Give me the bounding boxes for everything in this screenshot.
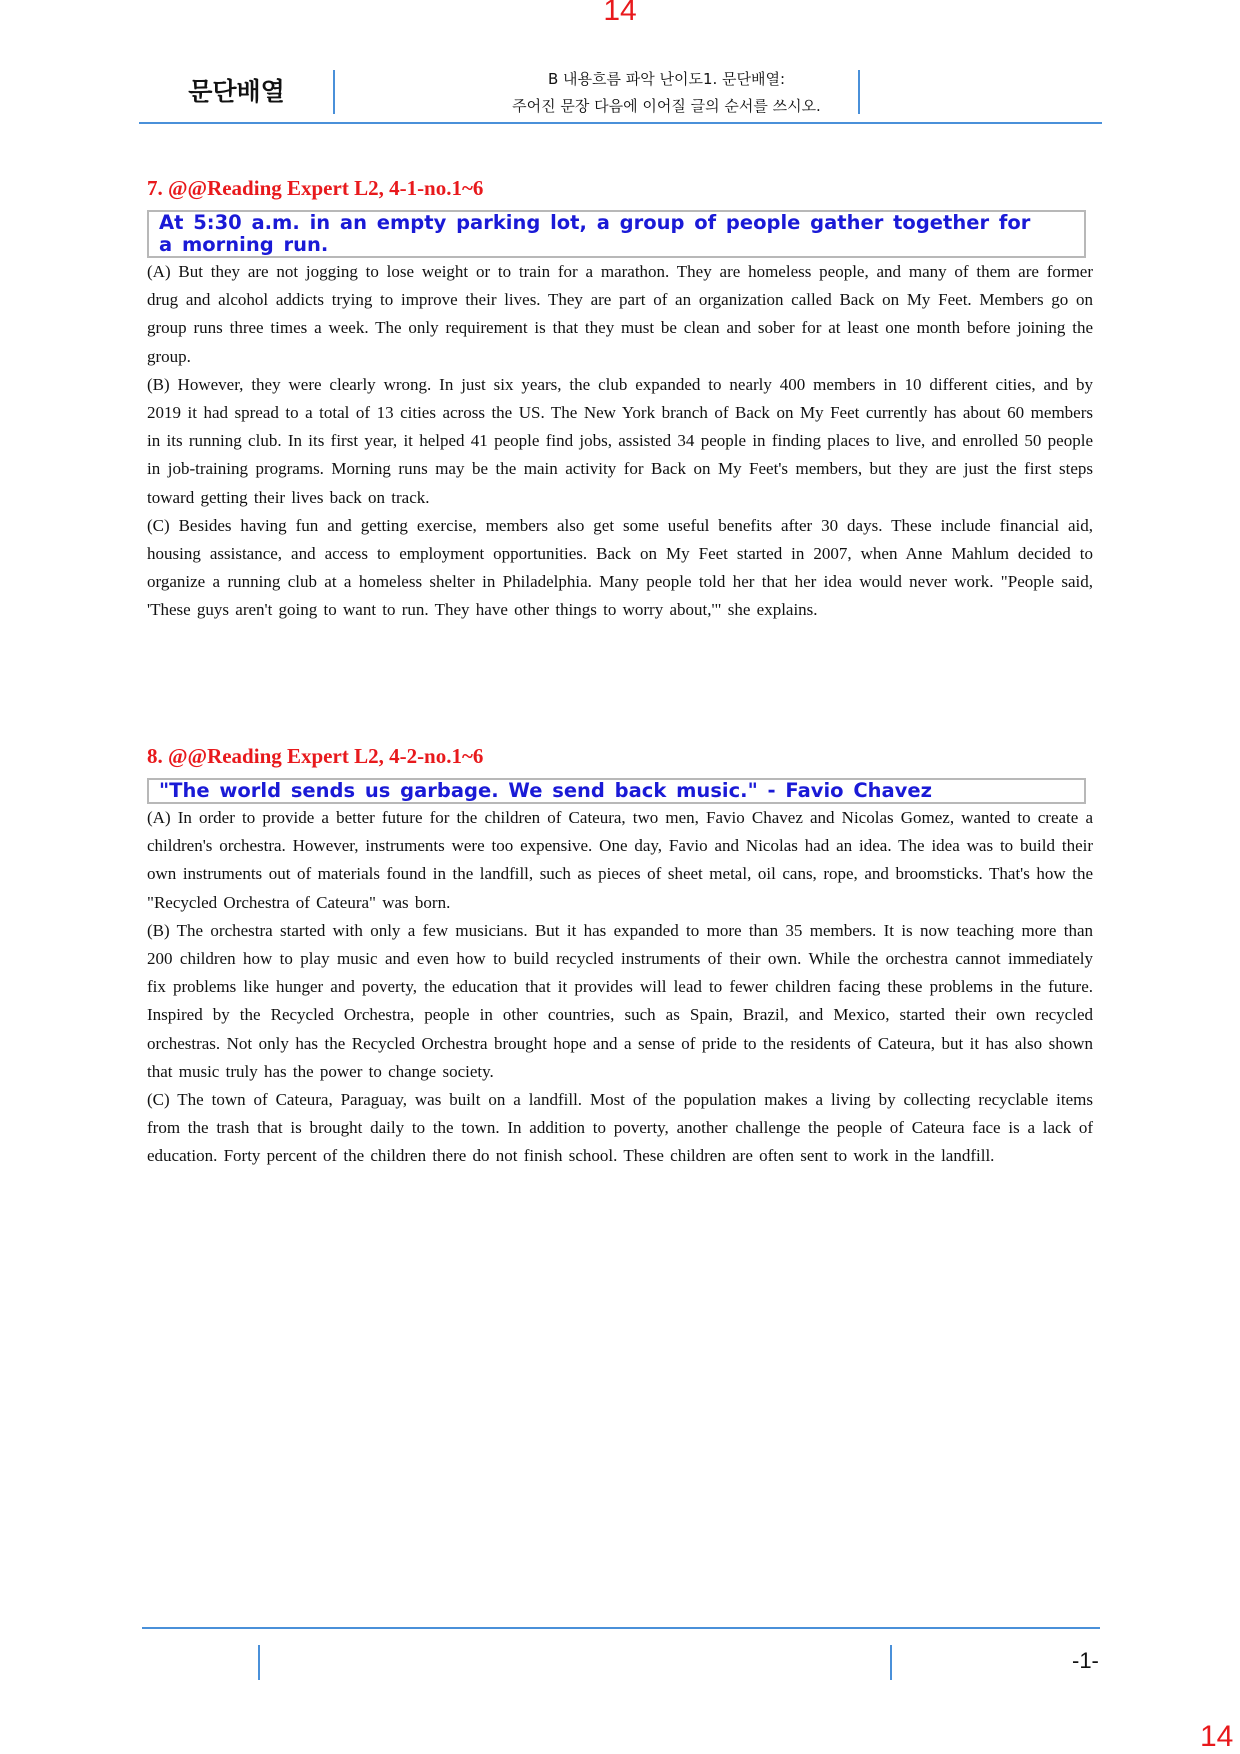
header-divider-right: [858, 70, 860, 114]
paragraph-b: (B) However, they were clearly wrong. In just six years, the club expanded to nearly 400 members in 10 different cities, and by 2019 it had spread to a total of 13 cities across the US. The New York branch of Back on My Feet currently has about 60 members in its running club. In its first year, it helped 41 people find jobs, assisted 34 people in finding places to live, and enrolled 50 people in job-training programs. Morning runs may be the main activity for Back on My Feet's members, but they are just the first steps toward getting their lives back on track.: [147, 374, 1093, 507]
header-rule: [139, 122, 1102, 124]
question-8: [147, 741, 1093, 1171]
page-number-bottom: 14: [1200, 1720, 1234, 1753]
document-header: [139, 62, 1102, 124]
paragraph-c: (C) The town of Cateura, Paraguay, was built on a landfill. Most of the population makes a living by collecting recyclable items from the trash that is brought daily to the town. In addition to poverty, another challenge the people of Cateura face is a lack of education. Forty percent of the children there do not finish school. These children are often sent to work in the landfill.: [147, 1090, 1093, 1166]
footer-divider-right: [890, 1645, 892, 1680]
page-number-top: 14: [603, 0, 637, 27]
footer-page-label: -1-: [1072, 1648, 1099, 1673]
question-title: 8. @@Reading Expert L2, 4-2-no.1~6: [147, 744, 484, 768]
question-7: [147, 173, 1093, 625]
footer-rule: [142, 1627, 1100, 1629]
paragraph-c: (C) Besides having fun and getting exercise, members also get some useful benefits after 30 days. These include financial aid, housing assistance, and access to employment opportunities. Back on My Feet started in 2007, when Anne Mahlum decided to organize a running club at a homeless shelter in Philadelphia. Many people told her that her idea would never work. "People said, 'These guys aren't going to want to run. They have other things to worry about,'" she explains.: [147, 515, 1093, 620]
given-sentence-box: At 5:30 a.m. in an empty parking lot, a group of people gather together for a morning run.: [147, 210, 1086, 258]
question-title: 7. @@Reading Expert L2, 4-1-no.1~6: [147, 176, 484, 200]
paragraph-b: (B) The orchestra started with only a few musicians. But it has expanded to more than 35 members. It is now teaching more than 200 children how to play music and even how to build recycled instruments of their own. While the orchestra cannot immediately fix problems like hunger and poverty, the education that it provides will lead to fewer children facing these problems in the future. Inspired by the Recycled Orchestra, people in other countries, such as Spain, Brazil, and Mexico, started their own recycled orchestras. Not only has the Recycled Orchestra brought hope and a sense of pride to the residents of Cateura, but it has also shown that music truly has the power to change society.: [147, 920, 1093, 1081]
header-instructions: [334, 66, 999, 120]
paragraph-a: (A) In order to provide a better future for the children of Cateura, two men, Favio Chavez and Nicolas Gomez, wanted to create a children's orchestra. However, instruments were too expensive. One day, Favio and Nicolas had an idea. The idea was to build their own instruments out of materials found in the landfill, such as pieces of sheet metal, oil cans, rope, and broomsticks. That's how the "Recycled Orchestra of Cateura" was born.: [147, 808, 1093, 912]
header-subtitle-line1: B 내용흐름 파악 난이도1. 문단배열:: [547, 70, 786, 88]
given-sentence-box: "The world sends us garbage. We send back music." - Favio Chavez: [147, 778, 1086, 804]
paragraph-a: (A) But they are not jogging to lose weight or to train for a marathon. They are homeless people, and many of them are former drug and alcohol addicts trying to improve their lives. They are part of an organization called Back on My Feet. Members go on group runs three times a week. The only requirement is that they must be clean and sober for at least one month before joining the group.: [147, 262, 1093, 366]
header-title: 문단배열: [188, 77, 285, 106]
footer-divider-left: [258, 1645, 260, 1680]
header-subtitle-line2: 주어진 문장 다음에 이어질 글의 순서를 쓰시오.: [512, 97, 821, 115]
